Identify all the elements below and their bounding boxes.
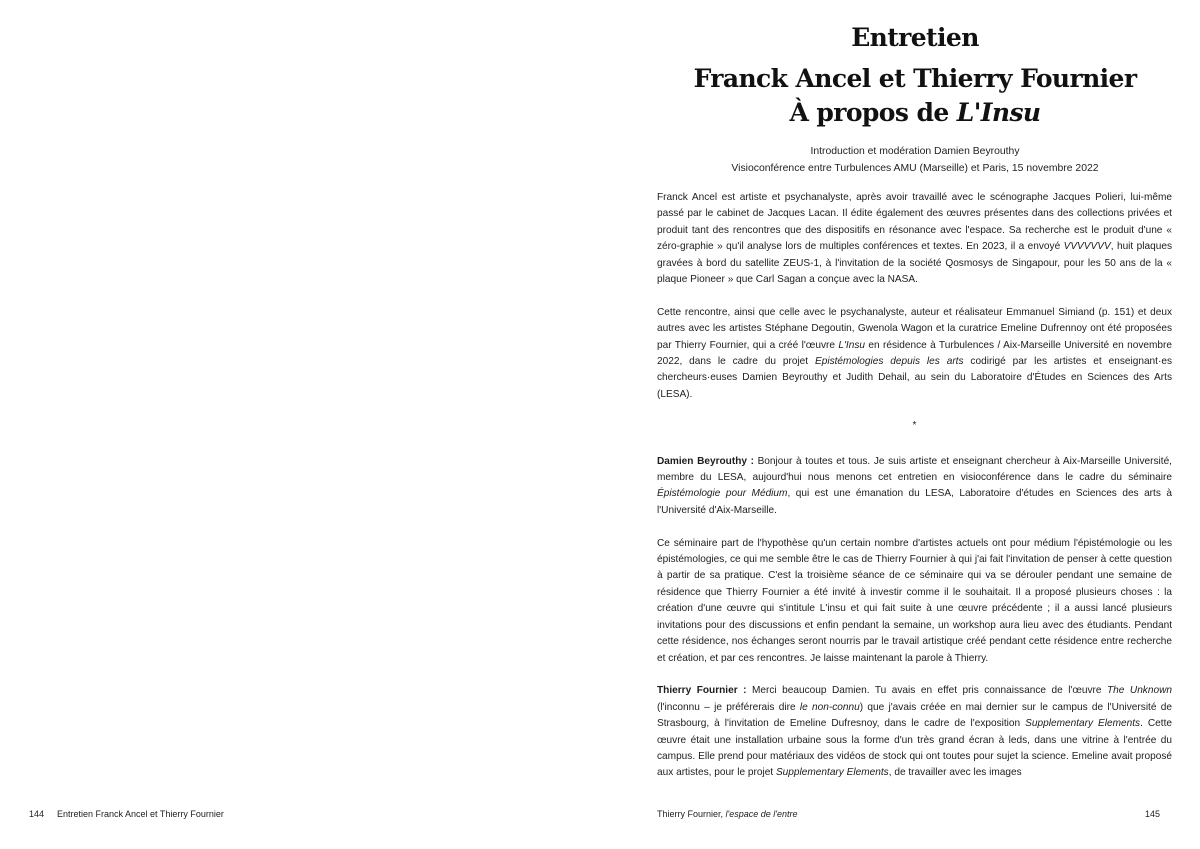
interview-context: Visioconférence entre Turbulences AMU (Marseille) et Paris, 15 novembre 2022 (731, 163, 1099, 174)
exhibition-title: Supplementary Elements (775, 767, 889, 779)
work-title: L'Insu (838, 339, 865, 351)
right-page-number: 145 (1145, 809, 1161, 819)
text-run: Merci beaucoup Damien. Tu avais en effet pris connaissance de l'œuvre (746, 685, 1108, 697)
text-run: , de travailler avec les images (888, 767, 1022, 779)
right-page (600, 0, 1200, 849)
seminar-title: Épistémologie pour Médium (657, 488, 788, 500)
subtitle-line-2 (658, 96, 1172, 130)
running-title-author: Thierry Fournier, (657, 809, 726, 819)
work-title: VVVVVVV (1063, 241, 1111, 253)
right-running-title (657, 808, 798, 820)
page-subtitle (658, 62, 1172, 130)
text-run: ) que j'avais créée en mai dernier sur le campus de l'Université de Strasbourg, à l'invitation de Emeline Dufresnoy, dans le cadre de l'exposition (657, 701, 1172, 730)
speaker-name: Damien Beyrouthy : (657, 455, 754, 467)
subtitle-line-1: Franck Ancel et Thierry Fournier (693, 64, 1137, 93)
text-run: . Cette œuvre était une installation urbaine sous la forme d'un très grand écran à leds, dans une vitrine à l'entrée du campus. Elle prend pour matériaux des vidéos de stock qui ont toutes pour sujet la science. Emeline avait proposé aux artistes, pour le projet (657, 718, 1172, 779)
work-title: The Unknown (1107, 685, 1172, 697)
left-running-title: Entretien Franck Ancel et Thierry Fournier (57, 809, 224, 819)
left-page-number: 144 (29, 809, 45, 819)
moderation-credit: Introduction et modération Damien Beyrouthy (810, 146, 1020, 157)
dialogue-paragraph-1 (657, 454, 1172, 520)
subtitle-work-title: L'Insu (956, 98, 1041, 127)
dialogue-paragraph-2: Ce séminaire part de l'hypothèse qu'un certain nombre d'artistes actuels ont pour médium l'épistémologie ou les épistémologies, ce qui me semble être le cas de Thierry Fournier à qui j'ai fait l'invitation de penser à cette question à partir de sa pratique. C'est la troisième séance de ce séminaire qui va se dérouler pendant une semaine de résidence que Thierry Fournier a été invité à investir comme il le souhaitait. Il a proposé plusieurs choses : la création d'une œuvre qui s'intitule L'insu et qui fait suite à une œuvre précédente ; il a aussi lancé plusieurs invitations pour des discussions et enfin pendant la semaine, un workshop aura lieu avec des étudiants. Pendant cette résidence, nos échanges seront nourris par le travail artistique créé pendant cette résidence entre recherche et création, et par ces rencontres. Je laisse maintenant la parole à Thierry. (657, 537, 1172, 664)
speaker-name: Thierry Fournier : (657, 685, 747, 697)
italic-phrase: le non-connu (799, 701, 860, 713)
text-run: Bonjour à toutes et tous. Je suis artiste et enseignant chercheur à Aix-Marseille Université, membre du LESA, aujourd'hui nous menons cet entretien en visioconférence dans le cadre du séminaire (657, 455, 1172, 484)
interview-meta (658, 143, 1172, 177)
subtitle-prefix: À propos de (789, 98, 957, 127)
page-title: Entretien (851, 23, 979, 52)
text-run: , qui est une émanation du LESA, Laboratoire d'études en Sciences des arts à l'Université d'Aix-Marseille. (657, 488, 1172, 516)
article-body (657, 190, 1172, 782)
text-run: Cette rencontre, ainsi que celle avec le psychanalyste, auteur et réalisateur Emmanuel Simiand (p. 151) et deux autres avec les artistes Stéphane Degoutin, Gwenola Wagon et la curatrice Emeline Dufrennoy ont été proposées par Thierry Fournier, qui a créé l'œuvre (657, 306, 1172, 351)
exhibition-title: Supplementary Elements (1025, 718, 1141, 730)
running-title-book: l'espace de l'entre (725, 809, 798, 819)
dialogue-paragraph-3 (657, 683, 1172, 781)
text-run: Franck Ancel est artiste et psychanalyste, après avoir travaillé avec le scénographe Jacques Polieri, lui-même passé par le cabinet de Jacques Lacan. Il édite également des œuvres présentes dans des collections privées et produit tant des rencontres que des dispositifs en résonance avec l'espace. Sa recherche est le produit d'une « zéro-graphie » qu'il analyse lors de multiples conférences et textes. En 2023, il a envoyé (657, 192, 1172, 253)
text-run: , huit plaques gravées à bord du satellite ZEUS-1, à l'invitation de la société Qosmosys de Singapour, pour les 50 ans de la « plaque Pioneer » que Carl Sagan a conçue avec la NASA. (657, 241, 1172, 286)
intro-paragraph-1 (657, 190, 1172, 288)
intro-paragraph-2 (657, 305, 1172, 403)
text-run: codirigé par les artistes et enseignant·es chercheurs·euses Damien Beyrouthy et Judith Dehail, au sein du Laboratoire d'Études en Sciences des Arts (LESA). (657, 356, 1173, 400)
section-separator: * (912, 419, 917, 431)
text-run: (l'inconnu – je préférerais dire (657, 701, 800, 713)
project-title: Epistémologies depuis les arts (814, 356, 964, 368)
text-run: en résidence à Turbulences / Aix-Marseille Université en novembre 2022, dans le cadre du projet (657, 339, 1172, 368)
